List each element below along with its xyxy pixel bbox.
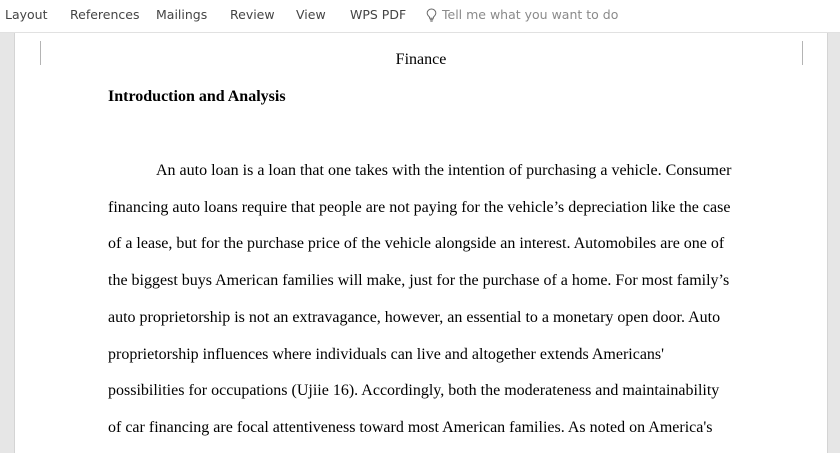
paragraph-line: auto proprietorship is not an extravagance, however, an essential to a monetary open door. Auto <box>108 309 721 326</box>
paragraph-line: financing auto loans require that people are not paying for the vehicle’s depreciation like the case <box>108 199 731 216</box>
paragraph-line: possibilities for occupations (Ujiie 16). Accordingly, both the moderateness and maintainability <box>108 382 720 399</box>
tab-layout[interactable]: Layout <box>5 7 48 22</box>
tell-me-search[interactable] <box>426 7 618 22</box>
tab-wps-pdf[interactable]: WPS PDF <box>350 7 407 22</box>
paragraph-line: of car financing are focal attentiveness toward most American families. As noted on America's <box>108 419 713 436</box>
paragraph-line: of a lease, but for the purchase price of the vehicle alongside an interest. Automobiles are one of <box>108 235 725 252</box>
tell-me-placeholder: Tell me what you want to do <box>442 7 619 22</box>
lightbulb-icon <box>426 8 437 22</box>
document-page[interactable] <box>14 33 828 453</box>
tab-references[interactable]: References <box>70 7 140 22</box>
paragraph-line: An auto loan is a loan that one takes with the intention of purchasing a vehicle. Consumer <box>156 162 732 179</box>
tab-review[interactable]: Review <box>230 7 275 22</box>
paragraph-line: the biggest buys American families will make, just for the purchase of a home. For most family’s <box>108 272 730 289</box>
tab-view[interactable]: View <box>296 7 326 22</box>
page-header-title: Finance <box>395 51 447 68</box>
section-heading: Introduction and Analysis <box>108 88 286 105</box>
tab-mailings[interactable]: Mailings <box>156 7 208 22</box>
document-canvas <box>0 33 840 440</box>
ribbon-tab-bar <box>0 0 840 33</box>
paragraph-line: proprietorship influences where individuals can live and altogether extends Americans' <box>108 346 665 363</box>
